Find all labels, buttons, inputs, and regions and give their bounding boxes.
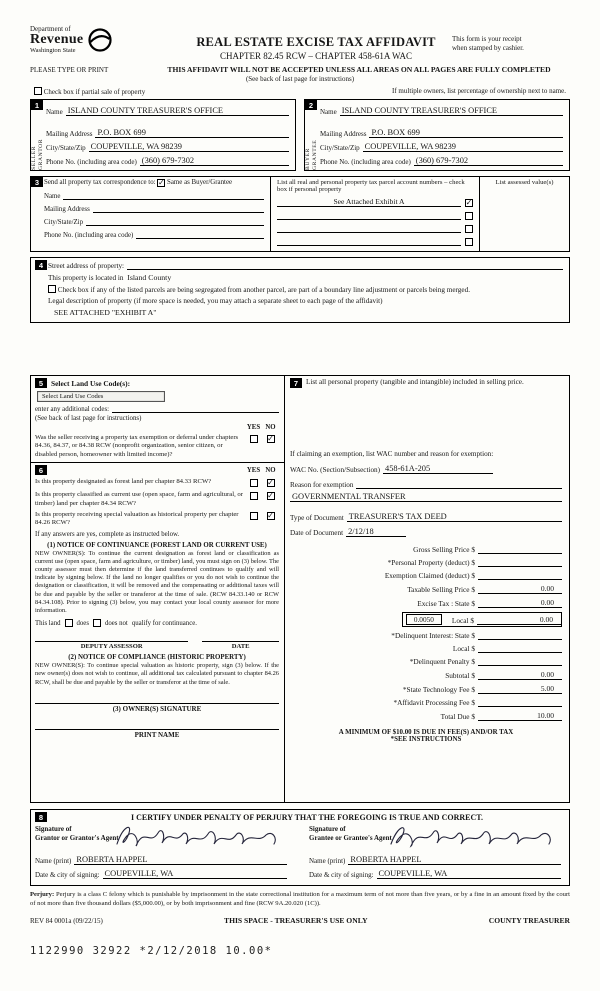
parcel-personal-checkbox-3[interactable] — [465, 225, 473, 233]
section-8-badge: 8 — [35, 812, 47, 822]
taxable-selling-price-value[interactable]: 0.00 — [478, 584, 562, 594]
does-label: does — [76, 619, 89, 627]
grantee-signature-block — [309, 825, 561, 879]
title-block — [180, 26, 452, 61]
delinquent-interest-state-label: *Delinquent Interest: State $ — [391, 631, 475, 640]
delinquent-interest-local-value[interactable] — [478, 644, 562, 653]
dor-logo-text — [30, 26, 83, 54]
seller-mailing-field[interactable]: P.O. BOX 699 — [95, 128, 289, 138]
corr-mailing-field[interactable] — [93, 204, 264, 213]
grantee-name-print-label: Name (print) — [309, 857, 346, 865]
parties-section — [30, 99, 570, 171]
seller-name-label: Name — [46, 108, 63, 116]
continuance-qualify-row — [35, 619, 279, 627]
section-7-badge: 7 — [290, 378, 302, 388]
street-address-section — [30, 257, 570, 323]
this-land-label: This land — [35, 619, 61, 627]
buyer-grantee-box — [304, 99, 570, 171]
historical-no-checkbox[interactable]: ✓ — [267, 511, 274, 520]
parcel-personal-checkbox-1[interactable]: ✓ — [465, 199, 473, 207]
personal-property-label: List all personal property (tangible and intangible) included in selling price. — [306, 378, 524, 386]
wac-label: WAC No. (Section/Subsection) — [290, 466, 381, 474]
segregated-label: Check box if any of the listed parcels are being segregated from another parcel, are part of a boundary line adjustment or parcels being merged. — [57, 286, 470, 294]
owners-signature-label: (3) OWNER(S) SIGNATURE — [112, 704, 202, 713]
buyer-side-label-bottom: GRANTEE — [311, 139, 318, 170]
excise-tax-local-value[interactable]: 0.00 — [477, 615, 561, 625]
see-instructions-note: *SEE INSTRUCTIONS — [390, 736, 462, 743]
excise-tax-state-label: Excise Tax : State $ — [417, 599, 475, 608]
land-use-section — [31, 376, 284, 463]
land-does-not-checkbox[interactable] — [93, 619, 101, 627]
deputy-assessor-signature-line[interactable] — [35, 641, 188, 642]
parcel-numbers-header: List all real and personal property tax parcel account numbers – check box if personal property — [277, 179, 465, 193]
grantee-signature — [387, 821, 555, 851]
state-line: Washington State — [30, 46, 76, 54]
forest-yes-checkbox[interactable] — [250, 479, 258, 487]
section-1-badge: 1 — [31, 100, 43, 110]
certification-section — [30, 809, 570, 886]
street-address-field[interactable] — [127, 261, 563, 270]
seller-phone-field[interactable]: (360) 679-7302 — [140, 156, 289, 166]
perjury-text: Perjury is a class C felony which is punishable by imprisonment in the state correctional institution for a maximum term of not more than five years, or by a fine in an amount fixed by the court of not more than five thousand dollars ($5,000.00), or by both imprisonment and fine (RCW 9A.20.020 (1C)). — [30, 891, 570, 907]
buyer-name-label: Name — [320, 108, 337, 116]
correspondence-column — [44, 177, 270, 251]
qualify-label: qualify for continuance. — [131, 619, 197, 627]
grantor-date-city-label: Date & city of signing: — [35, 871, 100, 879]
grantor-sig-label-2: Grantor or Grantor's Agent — [35, 833, 119, 842]
partial-sale-group — [34, 87, 145, 96]
minimum-due-note: A MINIMUM OF $10.00 IS DUE IN FEE(S) AND/OR TAX — [338, 729, 514, 736]
s5-no-header: NO — [265, 424, 276, 431]
perjury-bold-label: Perjury: — [30, 891, 55, 898]
street-address-label: Street address of property: — [48, 262, 125, 270]
segregated-checkbox[interactable] — [48, 285, 56, 293]
grantor-date-city-field[interactable]: COUPEVILLE, WA — [103, 869, 287, 879]
seller-city-field[interactable]: COUPEVILLE, WA 98239 — [89, 142, 289, 152]
s6-yes-header: YES — [246, 466, 261, 474]
owners-signature-line[interactable] — [35, 703, 279, 704]
s5-see-back-note: (See back of last page for instructions) — [35, 415, 142, 422]
total-due-label: Total Due $ — [440, 712, 475, 721]
receipt-note-line2: when stamped by cashier. — [452, 44, 524, 53]
forest-land-question: Is this property designated as forest land per chapter 84.33 RCW? — [35, 478, 212, 486]
parcel-field-4[interactable] — [277, 237, 461, 246]
notice-continuance-body: NEW OWNER(S): To continue the current designation as forest land or classification as current use (open space, farm and agriculture, or timber) land, you must sign on (3) below. The county assessor must then determine if the land transferred continues to qualify and will indicate by signing below. If the land no longer qualifies or you do not wish to continue the designation or classification, it will be removed and the compensating or additional taxes will be due and payable by the seller or transferor at the time of sale. (RCW 84.33.140 or RCW 84.34.108). Prior to signing (3) below, you may contact your local county assessor for more information. — [35, 549, 279, 614]
buyer-city-label: City/State/Zip — [320, 144, 360, 152]
perjury-notice — [30, 891, 570, 909]
buyer-phone-field[interactable]: (360) 679-7302 — [414, 156, 563, 166]
taxable-selling-price-label: Taxable Selling Price $ — [407, 585, 475, 594]
doc-type-label: Type of Document — [290, 514, 344, 522]
parcel-field-2[interactable] — [277, 211, 461, 220]
grantee-date-city-label: Date & city of signing: — [309, 871, 374, 879]
local-rate-value[interactable]: 0.0050 — [406, 614, 442, 625]
buyer-side-label-top: BUYER — [305, 148, 311, 170]
deferral-no-checkbox[interactable]: ✓ — [267, 435, 274, 443]
exemption-claimed-label: Exemption Claimed (deduct) $ — [384, 571, 475, 580]
section-4-strip — [35, 260, 48, 317]
partial-sale-label: Check box if partial sale of property — [43, 88, 146, 96]
county-treasurer-label: COUNTY TREASURER — [488, 915, 570, 925]
same-as-buyer-label: Same as Buyer/Grantee — [167, 179, 233, 186]
send-correspondence-label: Send all property tax correspondence to: — [44, 179, 156, 186]
tax-correspondence-section — [30, 176, 570, 252]
seller-mailing-label: Mailing Address — [46, 130, 93, 138]
seller-strip — [31, 100, 44, 170]
parcel-personal-checkbox-2[interactable] — [465, 212, 473, 220]
wac-field[interactable]: 458-61A-205 — [383, 464, 493, 474]
same-as-buyer-checkbox[interactable]: ✓ — [157, 179, 165, 187]
seller-city-label: City/State/Zip — [46, 144, 86, 152]
parcel-field-3[interactable] — [277, 224, 461, 233]
revenue-line: Revenue — [30, 32, 84, 47]
rev-form-number: REV 84 0001a (09/22/15) — [30, 916, 103, 925]
deferral-question: Was the seller receiving a property tax exemption or deferral under chapters 84.36, 84.37, or 84.38 RCW (nonprofit organization, senior citizen, or disabled person, homeowner with limited income)? — [35, 434, 239, 458]
section-3-strip — [31, 177, 44, 251]
located-in-value[interactable]: Island County — [127, 273, 172, 282]
personal-property-blank-area[interactable] — [290, 388, 562, 450]
grantor-signature — [113, 821, 281, 851]
delinquent-penalty-value[interactable] — [478, 657, 562, 666]
land-does-checkbox[interactable] — [65, 619, 73, 627]
s5-yes-header: YES — [246, 424, 261, 431]
corr-phone-label: Phone No. (including area code) — [44, 232, 134, 239]
partial-sale-checkbox[interactable] — [34, 87, 42, 95]
grantor-signature-block — [35, 825, 287, 879]
excise-tax-state-value[interactable]: 0.00 — [478, 598, 562, 608]
exemption-claimed-value[interactable] — [478, 571, 562, 580]
affidavit-processing-fee-label: *Affidavit Processing Fee $ — [393, 698, 475, 707]
reason-exemption-label: Reason for exemption — [290, 481, 354, 489]
seller-side-label-top: SELLER — [31, 145, 37, 170]
deputy-assessor-label: DEPUTY ASSESSOR — [80, 643, 143, 651]
state-technology-fee-value[interactable]: 5.00 — [478, 684, 562, 694]
buyer-mailing-label: Mailing Address — [320, 130, 367, 138]
excise-tax-section — [285, 376, 569, 802]
type-warning-row — [30, 65, 570, 74]
footer-row — [30, 916, 570, 925]
notice-continuance-title: (1) NOTICE OF CONTINUANCE (FOREST LAND OR CURRENT USE) — [47, 541, 267, 549]
print-name-label: PRINT NAME — [134, 730, 180, 739]
header — [30, 26, 570, 61]
seller-grantor-box — [30, 99, 296, 171]
receipt-note-line1: This form is your receipt — [452, 35, 522, 43]
corr-name-field[interactable] — [63, 191, 264, 200]
does-not-label: does not — [104, 619, 128, 627]
designation-section — [31, 463, 284, 802]
section-3-badge: 3 — [31, 177, 43, 187]
current-use-question: Is this property classified as current use (open space, farm and agricultural, or timber) land per chapter 84.34 RCW? — [35, 491, 243, 507]
grantee-sig-label-2: Grantee or Grantee's Agent — [309, 833, 392, 842]
grantor-name-print-field[interactable]: ROBERTA HAPPEL — [74, 855, 287, 865]
corr-name-label: Name — [44, 193, 61, 200]
dor-logo-icon — [87, 27, 113, 53]
dor-logo — [30, 26, 180, 54]
parcel-field-1[interactable]: See Attached Exhibit A — [277, 197, 461, 207]
subtotal-label: Subtotal $ — [445, 671, 475, 680]
grantor-name-print-label: Name (print) — [35, 857, 72, 865]
if-yes-note: If any answers are yes, complete as instructed below. — [35, 530, 180, 538]
grantor-sig-label-1: Signature of — [35, 825, 72, 833]
grantee-sig-label-1: Signature of — [309, 825, 346, 833]
partial-sale-row — [34, 87, 566, 96]
section-4-badge: 4 — [35, 260, 47, 270]
buyer-city-field[interactable]: COUPEVILLE, WA 98239 — [363, 142, 563, 152]
buyer-grantee-side-label — [305, 110, 319, 170]
legal-description-value[interactable]: SEE ATTACHED "EXHIBIT A" — [54, 308, 157, 317]
corr-mailing-label: Mailing Address — [44, 206, 90, 213]
left-column — [31, 376, 285, 802]
forest-no-checkbox[interactable]: ✓ — [267, 479, 274, 488]
doc-date-label: Date of Document — [290, 529, 344, 537]
section-5-badge: 5 — [35, 378, 47, 388]
current-use-yes-checkbox[interactable] — [250, 492, 258, 500]
gross-selling-price-label: Gross Selling Price $ — [413, 545, 475, 554]
form-title: REAL ESTATE EXCISE TAX AFFIDAVIT — [196, 35, 436, 49]
delinquent-interest-state-value[interactable] — [478, 631, 562, 640]
deferral-yes-checkbox[interactable] — [250, 435, 258, 443]
multiple-owners-note: If multiple owners, list percentage of ownership next to name. — [392, 87, 566, 95]
cashier-receipt-stamp: 1122990 32922 *2/12/2018 10.00* — [30, 944, 273, 957]
seller-grantor-side-label — [31, 110, 45, 170]
state-technology-fee-label: *State Technology Fee $ — [402, 685, 475, 694]
assessed-values-header: List assessed value(s) — [495, 179, 554, 186]
subtotal-value[interactable]: 0.00 — [478, 670, 562, 680]
reason-exemption-value[interactable]: GOVERNMENTAL TRANSFER — [290, 492, 562, 502]
gross-selling-price-value[interactable] — [478, 545, 562, 554]
buyer-strip — [305, 100, 318, 170]
dept-line: Department of — [30, 25, 71, 33]
local-rate-box — [402, 612, 562, 627]
additional-codes-field[interactable] — [112, 404, 279, 413]
section-2-badge: 2 — [305, 100, 317, 110]
land-use-dropdown[interactable]: Select Land Use Codes — [37, 391, 165, 402]
not-accepted-warning: THIS AFFIDAVIT WILL NOT BE ACCEPTED UNLESS ALL AREAS ON ALL PAGES ARE FULLY COMPLETED — [167, 65, 551, 74]
located-in-label: This property is located in — [48, 274, 124, 282]
corr-city-field[interactable] — [86, 217, 264, 226]
print-name-line[interactable] — [35, 729, 279, 730]
exemption-intro: If claiming an exemption, list WAC number and reason for exemption: — [290, 450, 494, 458]
corr-city-label: City/State/Zip — [44, 219, 84, 226]
total-due-value[interactable]: 10.00 — [478, 711, 562, 721]
affidavit-processing-fee-value[interactable] — [478, 698, 562, 707]
buyer-phone-label: Phone No. (including area code) — [320, 158, 411, 166]
notice-compliance-body: NEW OWNER(S): To continue special valuation as historic property, sign (3) below. If the new owner(s) does not wish to continue, all additional tax calculated pursuant to chapter 84.26 RCW, shall be due and payable by the seller or transferor at the time of sale. — [35, 662, 279, 686]
please-type-label: PLEASE TYPE OR PRINT — [30, 66, 109, 74]
receipt-note — [452, 35, 570, 53]
doc-date-field[interactable]: 2/12/18 — [346, 527, 406, 537]
parcel-personal-checkbox-4[interactable] — [465, 238, 473, 246]
historical-yes-checkbox[interactable] — [250, 512, 258, 520]
delinquent-interest-local-label: Local $ — [452, 644, 475, 653]
doc-type-field[interactable]: TREASURER'S TAX DEED — [347, 512, 562, 522]
personal-property-deduct-value[interactable] — [478, 558, 562, 567]
corr-phone-field[interactable] — [136, 230, 264, 239]
deputy-date-label: DATE — [231, 643, 250, 651]
personal-property-deduct-label: *Personal Property (deduct) $ — [387, 558, 475, 567]
assessed-values-column — [479, 177, 569, 251]
form-subtitle: CHAPTER 82.45 RCW – CHAPTER 458-61A WAC — [220, 51, 412, 61]
see-back-note: (See back of last page for instructions) — [245, 75, 355, 83]
excise-tax-local-label: Local $ — [451, 616, 474, 625]
grantee-date-city-field[interactable]: COUPEVILLE, WA — [377, 869, 561, 879]
grantee-name-print-field[interactable]: ROBERTA HAPPEL — [348, 855, 561, 865]
section-6-badge: 6 — [35, 465, 47, 475]
buyer-name-field[interactable]: ISLAND COUNTY TREASURER'S OFFICE — [340, 106, 563, 116]
middle-sections — [30, 375, 570, 803]
additional-codes-label: enter any additional codes: — [35, 406, 110, 413]
treasurer-use-only-label: THIS SPACE - TREASURER'S USE ONLY — [224, 915, 368, 925]
notice-compliance-title: (2) NOTICE OF COMPLIANCE (HISTORIC PROPERTY) — [68, 654, 246, 662]
current-use-no-checkbox[interactable]: ✓ — [267, 492, 274, 501]
parcel-numbers-column — [270, 177, 479, 251]
buyer-mailing-field[interactable]: P.O. BOX 699 — [369, 128, 563, 138]
delinquent-penalty-label: *Delinquent Penalty $ — [409, 657, 475, 666]
deputy-date-line[interactable] — [202, 641, 279, 642]
seller-name-field[interactable]: ISLAND COUNTY TREASURER'S OFFICE — [66, 106, 289, 116]
seller-phone-label: Phone No. (including area code) — [46, 158, 137, 166]
legal-description-label: Legal description of property (if more space is needed, you may attach a separate sheet to each page of the affidavit) — [48, 297, 383, 305]
seller-side-label-bottom: GRANTOR — [37, 138, 44, 170]
reason-exemption-field[interactable] — [356, 480, 562, 489]
historical-question: Is this property receiving special valuation as historical property per chapter 84.26 RCW? — [35, 510, 239, 527]
land-use-label: Select Land Use Code(s): — [51, 378, 131, 388]
certify-statement: I CERTIFY UNDER PENALTY OF PERJURY THAT THE FOREGOING IS TRUE AND CORRECT. — [130, 812, 483, 822]
s6-no-header: NO — [265, 466, 276, 474]
